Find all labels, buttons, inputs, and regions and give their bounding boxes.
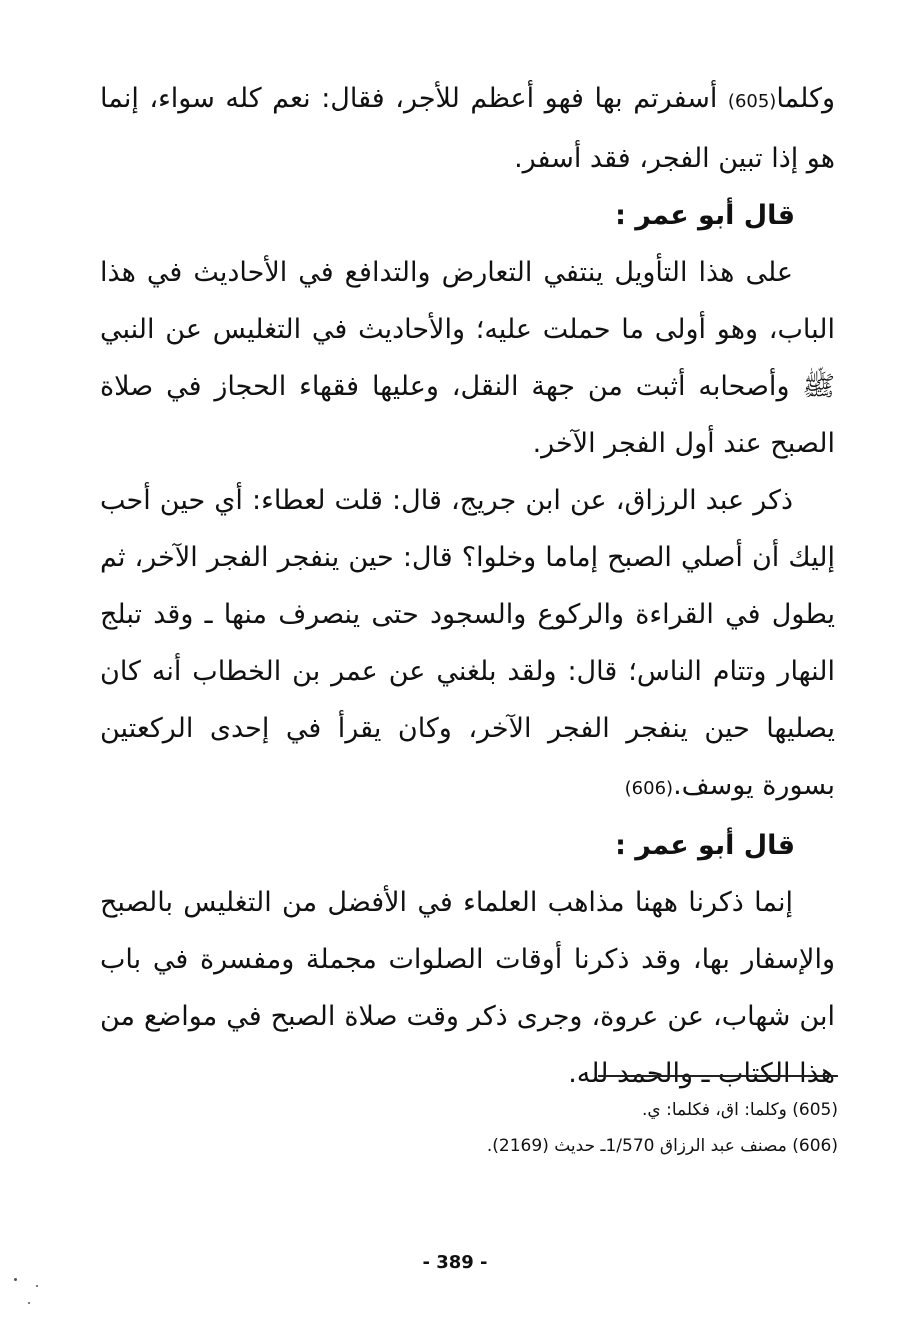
footnote-606: (606) مصنف عبد الرزاق 1/570ـ حديث (2169).: [486, 1136, 838, 1156]
paragraph-4: إنما ذكرنا ههنا مذاهب العلماء في الأفضل من التغليس بالصبح والإسفار بها، وقد ذكرنا أوقات الصلوات مجملة ومفسرة في باب ابن شهاب، عن عروة، وجرى ذكر وقت صلاة الصبح في مواضع من هذا الكتاب ـ والحمد لله.: [100, 887, 835, 1089]
paragraph-1-text: أسفرتم بها فهو أعظم للأجر، فقال: نعم كله سواء، إنما هو إذا تبين الفجر، فقد أسفر.: [100, 83, 835, 174]
footnote-605: (605) وكلما: اق، فكلما: ي.: [642, 1100, 838, 1120]
scan-speck: [36, 1285, 38, 1287]
scan-speck: [28, 1302, 30, 1304]
scan-speck: [14, 1278, 17, 1281]
page-number: - 389 -: [422, 1252, 488, 1273]
footnotes: [420, 1092, 838, 1164]
section-heading-1: قال أبو عمر :: [615, 200, 795, 231]
footnote-ref-606: (606): [624, 778, 674, 799]
paragraph-3: [100, 472, 835, 817]
footnote-separator: [598, 1075, 838, 1077]
footnote-ref-605: (605): [727, 91, 777, 112]
paragraph-1-lead: وكلما: [776, 83, 835, 114]
section-heading-2: قال أبو عمر :: [615, 830, 795, 861]
page-body: [100, 70, 835, 1102]
paragraph-2: على هذا التأويل ينتفي التعارض والتدافع في الأحاديث في هذا الباب، وهو أولى ما حملت عليه؛ والأحاديث في التغليس عن النبي ﷺ وأصحابه أثبت من جهة النقل، وعليها فقهاء الحجاز في صلاة الصبح عند أول الفجر الآخر.: [100, 257, 835, 459]
paragraph-1: [100, 70, 835, 187]
paragraph-3-text: ذكر عبد الرزاق، عن ابن جريج، قال: قلت لعطاء: أي حين أحب إليك أن أصلي الصبح إماما وخلوا؟ قال: حين ينفجر الفجر الآخر، ثم يطول في القراءة والركوع والسجود حتى ينصرف منها ـ وقد تبلج النهار وتتام الناس؛ قال: ولقد بلغني عن عمر بن الخطاب أنه كان يصليها حين ينفجر الفجر الآخر، وكان يقرأ في إحدى الركعتين بسورة يوسف.: [100, 485, 835, 801]
